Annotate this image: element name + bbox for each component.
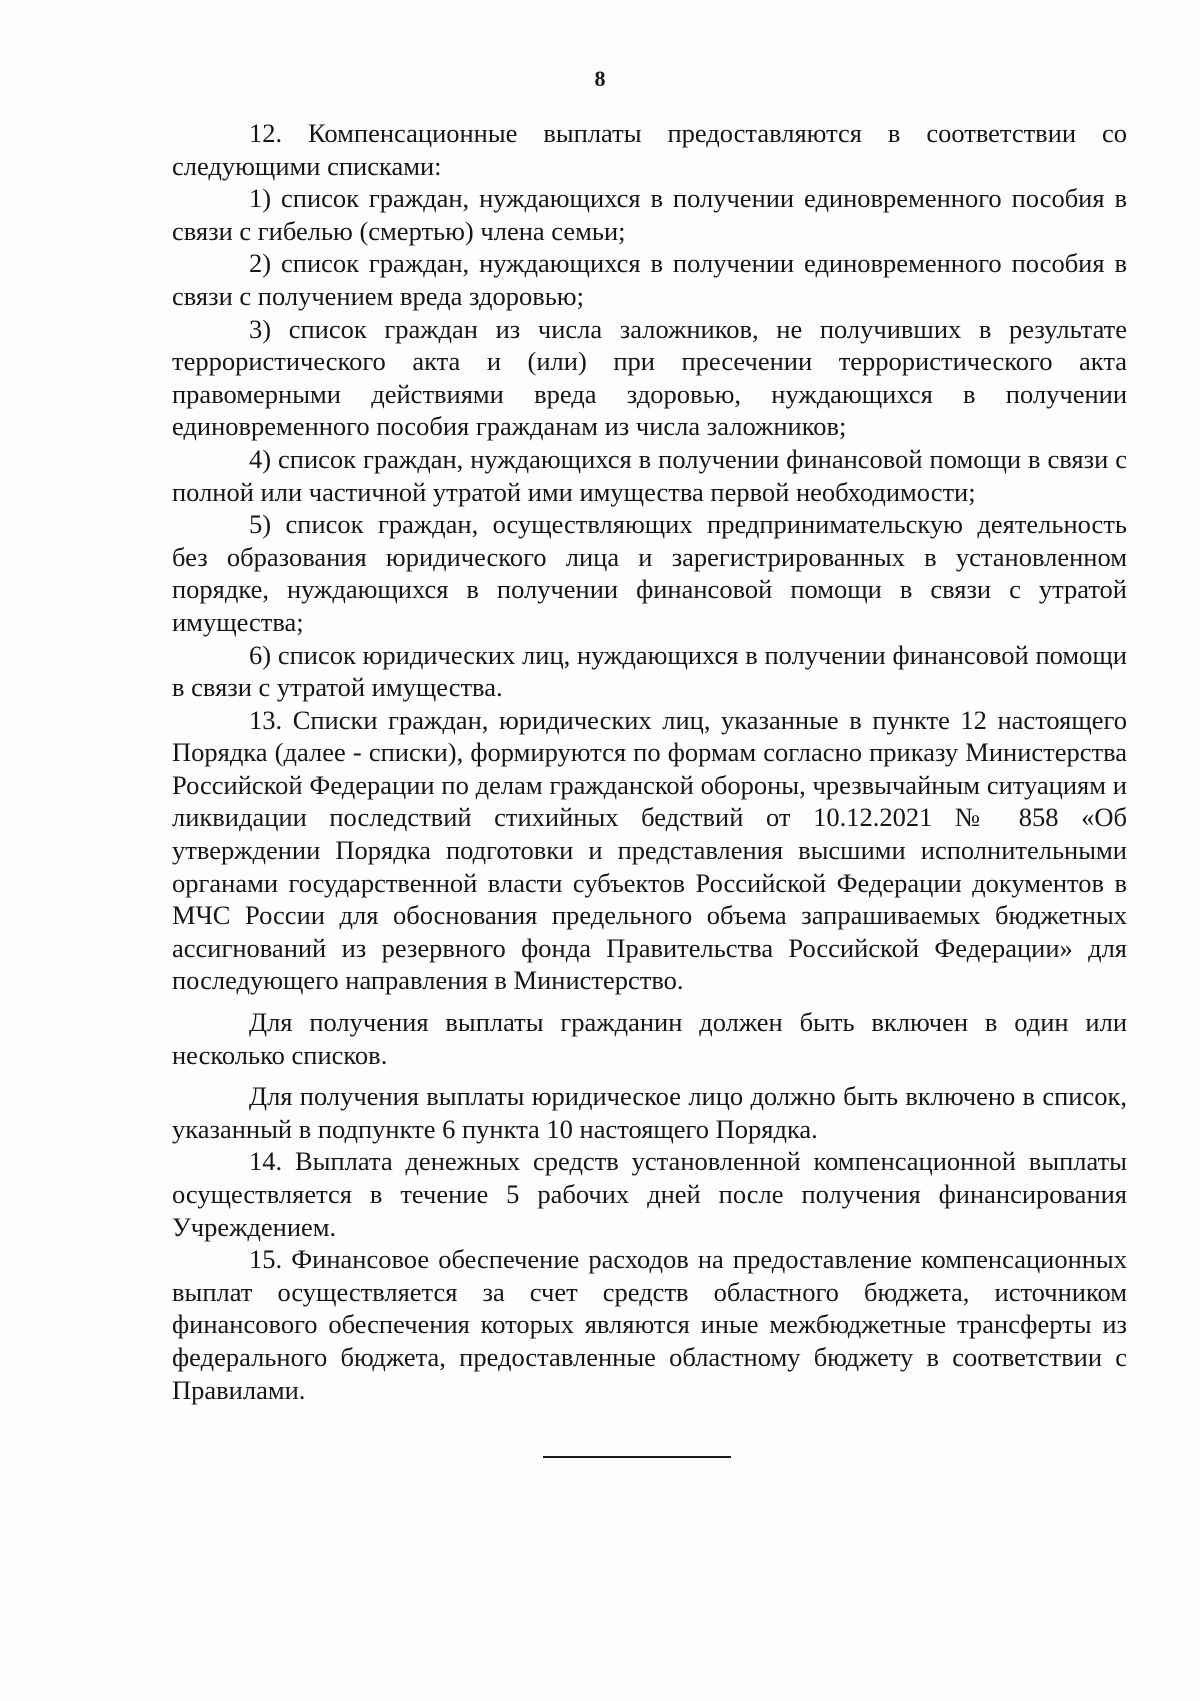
document-body (172, 117, 1127, 1406)
paragraph-legal-entity-inclusion: Для получения выплаты юридическое лицо должно быть включено в список, указанный в подпункте 6 пункта 10 настоящего Порядка. (172, 1081, 1127, 1144)
paragraph-15: 15. Финансовое обеспечение расходов на предоставление компенсационных выплат осуществляется за счет средств областного бюджета, источником финансового обеспечения которых являются иные межбюджетные трансферты из федерального бюджета, предоставленные областному бюджету в соответствии с Правилами. (172, 1244, 1127, 1405)
paragraph-14: 14. Выплата денежных средств установленной компенсационной выплаты осуществляется в течение 5 рабочих дней после получения финансирования Учреждением. (172, 1146, 1127, 1242)
closing-divider (543, 1456, 731, 1458)
list-item-5: 5) список граждан, осуществляющих предпринимательскую деятельность без образования юридического лица и зарегистрированных в установленном порядке, нуждающихся в получении финансовой помощи в связи с утратой имущества; (172, 509, 1127, 637)
list-item-2: 2) список граждан, нуждающихся в получении единовременного пособия в связи с получением вреда здоровью; (172, 248, 1127, 311)
list-item-3: 3) список граждан из числа заложников, не получивших в результате террористического акта и (или) при пресечении террористического акта правомерными действиями вреда здоровью, нуждающихся в получении единовременного пособия гражданам из числа заложников; (172, 313, 1127, 442)
paragraph-13: 13. Списки граждан, юридических лиц, указанные в пункте 12 настоящего Порядка (далее - списки), формируются по формам согласно приказу Министерства Российской Федерации по делам гражданской обороны, чрезвычайным ситуациям и ликвидации последствий стихийных бедствий от 10.12.2021 № 858 «Об утверждении Порядка подготовки и представления высшими исполнительными органами государственной власти субъектов Российской Федерации документов в МЧС России для обоснования предельного объема запрашиваемых бюджетных ассигнований из резервного фонда Правительства Российской Федерации» для последующего направления в Министерство. (172, 704, 1127, 996)
list-item-4: 4) список граждан, нуждающихся в получении финансовой помощи в связи с полной или частичной утратой ими имущества первой необходимости; (172, 443, 1127, 507)
list-item-1: 1) список граждан, нуждающихся в получении единовременного пособия в связи с гибелью (смертью) члена семьи; (172, 183, 1127, 246)
page-number: 8 (594, 66, 606, 91)
list-item-6: 6) список юридических лиц, нуждающихся в получении финансовой помощи в связи с утратой имущества. (172, 639, 1127, 703)
paragraph-12-intro: 12. Компенсационные выплаты предоставляются в соответствии со следующими списками: (172, 118, 1127, 181)
paragraph-citizen-inclusion: Для получения выплаты гражданин должен быть включен в один или несколько списков. (172, 1007, 1127, 1070)
